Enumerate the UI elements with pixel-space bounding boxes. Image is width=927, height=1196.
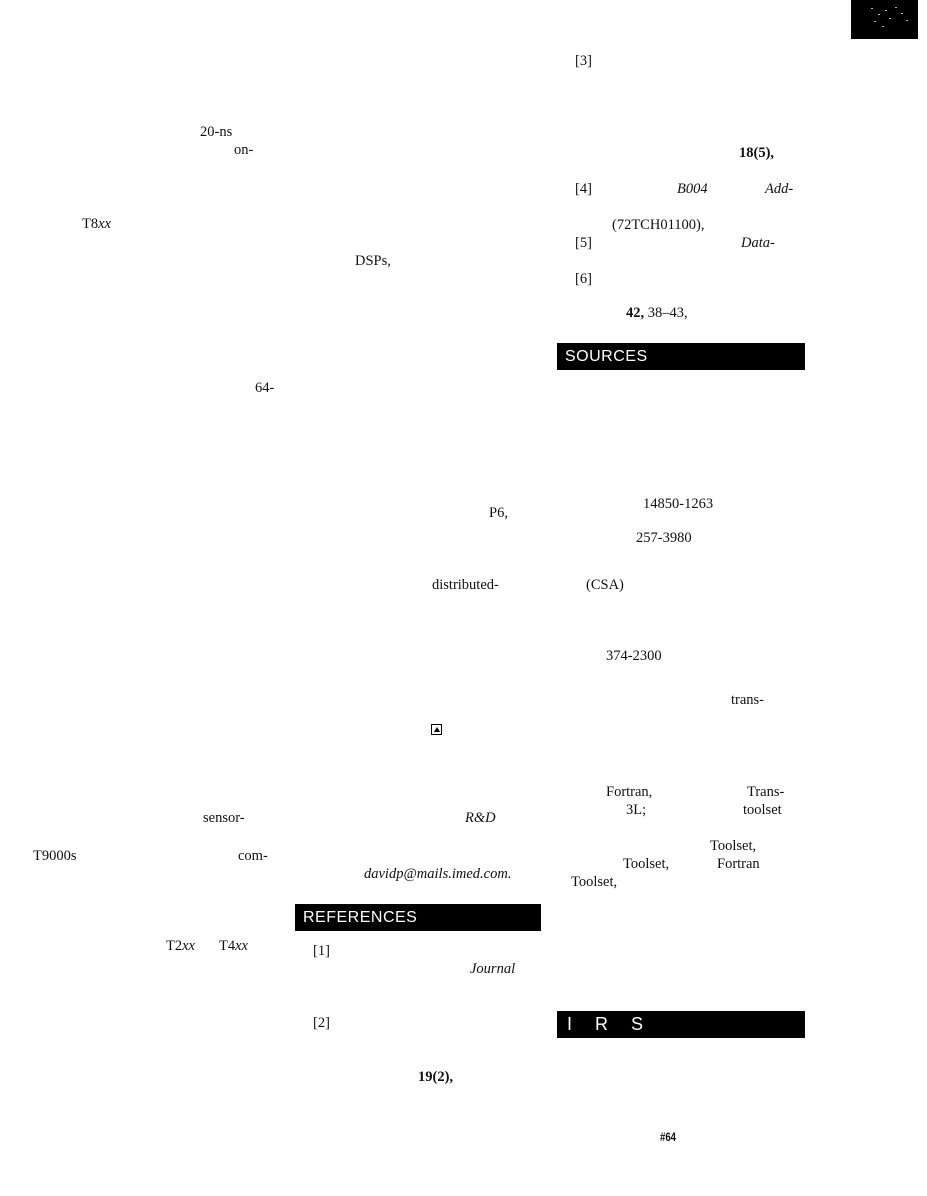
reference-number: [1]: [313, 943, 330, 959]
reference-number: [3]: [575, 53, 592, 69]
text-fragment: 14850-1263: [643, 496, 714, 512]
text-fragment: on-: [234, 142, 254, 158]
text-fragment: 64-: [255, 380, 275, 396]
text-fragment: Trans-: [747, 784, 785, 800]
author-email[interactable]: davidp@mails.imed.com.: [364, 866, 512, 882]
corner-tab: [851, 0, 918, 39]
text-fragment: R&D: [465, 810, 496, 826]
irs-heading: I R S: [557, 1011, 805, 1038]
reference-number: [5]: [575, 235, 592, 251]
text-fragment: T8xx: [82, 216, 111, 232]
text-fragment: Fortran,: [606, 784, 653, 800]
text-fragment: com-: [238, 848, 268, 864]
text-fragment: 42, 38–43,: [626, 305, 688, 321]
reference-number: [4]: [575, 181, 592, 197]
text-fragment: P6,: [489, 505, 508, 521]
text-fragment: B004: [677, 181, 708, 197]
text-fragment: DSPs,: [355, 253, 391, 269]
text-fragment: Fortran: [717, 856, 760, 872]
text-fragment: sensor-: [203, 810, 245, 826]
text-fragment: Toolset,: [710, 838, 757, 854]
text-fragment: toolset: [743, 802, 782, 818]
text-fragment: T9000s: [33, 848, 77, 864]
text-fragment: 18(5),: [739, 145, 775, 161]
text-fragment: distributed-: [432, 577, 499, 593]
text-fragment: Journal: [470, 961, 516, 977]
end-of-article-icon: [431, 724, 442, 735]
references-heading: REFERENCES: [295, 904, 541, 931]
text-fragment: 19(2),: [418, 1069, 454, 1085]
text-fragment: Toolset,: [571, 874, 618, 890]
text-fragment: Data-: [741, 235, 775, 251]
text-fragment: 374-2300: [606, 648, 662, 664]
text-fragment: 257-3980: [636, 530, 692, 546]
sources-heading: SOURCES: [557, 343, 805, 370]
text-fragment: (72TCH01100),: [612, 217, 705, 233]
reference-number: [6]: [575, 271, 592, 287]
text-fragment: 3L;: [626, 802, 647, 818]
text-fragment: (CSA): [586, 577, 624, 593]
text-fragment: Add-: [765, 181, 794, 197]
reference-number: [2]: [313, 1015, 330, 1031]
text-fragment: T4xx: [219, 938, 248, 954]
reader-service-number: #64: [660, 1130, 677, 1144]
text-fragment: trans-: [731, 692, 765, 708]
text-fragment: Toolset,: [623, 856, 670, 872]
text-fragment: 20-ns: [200, 124, 233, 140]
text-fragment: T2xx: [166, 938, 195, 954]
